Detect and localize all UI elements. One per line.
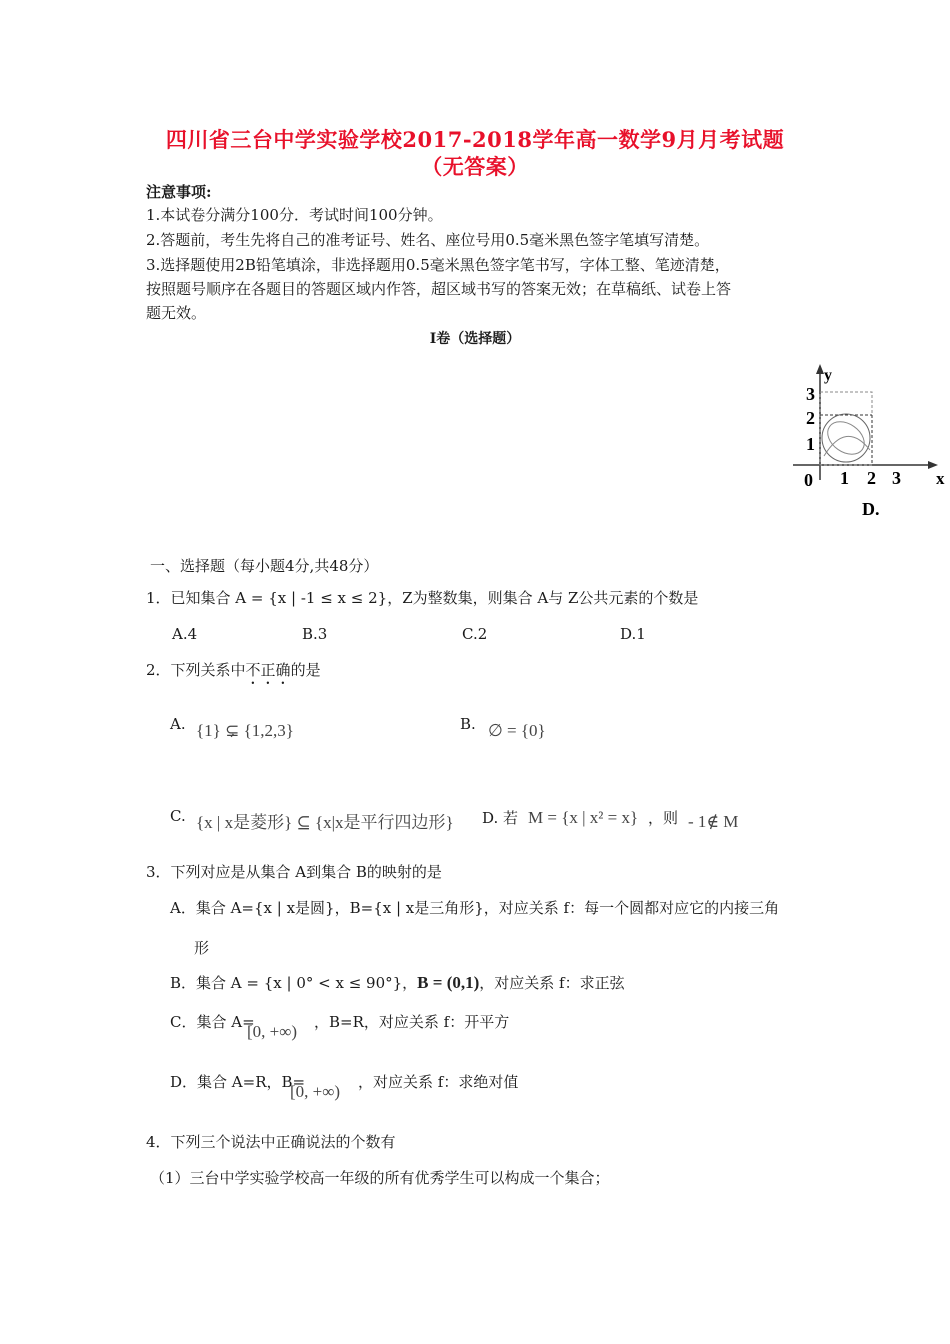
note-item: 3.选择题使用2B铅笔填涂，非选择题用0.5毫米黑色签字笔书写，字体工整、笔迹清楚， <box>146 256 730 274</box>
q3-option-d-prefix: D．集合 A=R，B= <box>170 1073 306 1091</box>
q3-option-d-suffix: ，对应关系 f：求绝对值 <box>358 1073 519 1091</box>
q2-option-a-label: A. <box>170 715 186 733</box>
question-1-stem: 1．已知集合 A = {x | -1 ≤ x ≤ 2}，Z为整数集，则集合 A与 Z公共元素的个数是 <box>146 589 699 607</box>
q2-option-c-math: {x | x是菱形} ⊆ {x|x是平行四边形} <box>196 813 454 832</box>
y-axis-label: y <box>824 367 832 384</box>
x-tick-label: 2 <box>867 468 876 488</box>
question-2-stem <box>146 659 321 688</box>
q2-option-d-label: D. 若 <box>482 809 519 827</box>
q1-option-a: A.4 <box>172 625 198 643</box>
question-3-stem: 3．下列对应是从集合 A到集合 B的映射的是 <box>146 863 442 881</box>
q1-option-c: C.2 <box>462 625 488 643</box>
q2-option-a-math: {1} ⊊ {1,2,3} <box>196 721 294 740</box>
q3-b-math: B = (0,1) <box>417 973 480 992</box>
q3-option-d-math: [0, +∞) <box>290 1082 341 1101</box>
section-title: Ⅰ卷（选择题） <box>429 331 521 347</box>
curve <box>822 415 871 461</box>
document-title: 四川省三台中学实验学校2017-2018学年高一数学9月月考试题 <box>165 127 785 152</box>
y-axis-arrow <box>816 364 824 374</box>
q2-option-b-math: ∅ = {0} <box>488 721 546 740</box>
q2-option-c-label: C. <box>170 807 186 825</box>
note-item: 1.本试卷分满分100分．考试时间100分钟。 <box>146 206 443 224</box>
x-axis-arrow <box>928 461 938 469</box>
q2-option-d-math2: - 1∉ M <box>688 812 739 831</box>
q3-option-c-suffix: ，B=R，对应关系 f：开平方 <box>314 1013 510 1031</box>
q3-option-a: A．集合 A={x | x是圆}，B={x | x是三角形}，对应关系 f：每一个圆都对应它的内接三角 <box>170 899 780 917</box>
note-item: 2.答题前，考生先将自己的准考证号、姓名、座位号用0.5毫米黑色签字笔填写清楚。 <box>146 231 710 249</box>
q3-option-a-cont: 形 <box>194 939 210 957</box>
q3-b-suffix: ，对应关系 f：求正弦 <box>479 974 625 992</box>
q2-stem-emphasis: 不正确 <box>245 661 291 679</box>
q4-item-1: （1）三台中学实验学校高一年级的所有优秀学生可以构成一个集合； <box>150 1169 610 1187</box>
q3-b-prefix: B．集合 A = {x | 0° < x ≤ 90°}， <box>170 974 418 992</box>
x-axis-label: x <box>936 469 945 488</box>
question-4-stem: 4．下列三个说法中正确说法的个数有 <box>146 1133 396 1151</box>
q2-stem-suffix: 的是 <box>290 661 321 679</box>
q2-option-d-math: M = {x | x² = x} <box>528 808 639 827</box>
q3-option-c-prefix: C．集合 A= <box>170 1013 255 1031</box>
q3-option-c-math: [0, +∞) <box>247 1022 298 1041</box>
note-item: 题无效。 <box>146 304 207 322</box>
q3-option-b <box>170 972 625 993</box>
notes-heading: 注意事项: <box>146 183 212 201</box>
q1-option-b: B.3 <box>302 625 328 643</box>
note-item: 按照题号顺序在各题目的答题区域内作答，超区域书写的答案无效；在草稿纸、试卷上答 <box>146 280 732 298</box>
x-tick-label: 1 <box>840 468 849 488</box>
q1-option-d: D.1 <box>620 625 646 643</box>
x-tick-label: 0 <box>804 470 813 490</box>
y-tick-label: 3 <box>806 384 815 404</box>
y-tick-label: 2 <box>806 408 815 428</box>
figure-caption: D. <box>862 499 880 519</box>
q2-option-b-label: B. <box>460 715 476 733</box>
curve <box>824 436 870 456</box>
y-tick-label: 1 <box>806 434 815 454</box>
part-heading: 一、选择题（每小题4分,共48分） <box>150 557 379 575</box>
x-tick-label: 3 <box>892 468 901 488</box>
q2-option-d-tail: ，则 <box>648 809 679 827</box>
coordinate-figure <box>788 360 948 520</box>
document-subtitle: （无答案） <box>421 154 529 179</box>
q2-stem-prefix: 2．下列关系中 <box>146 661 246 679</box>
